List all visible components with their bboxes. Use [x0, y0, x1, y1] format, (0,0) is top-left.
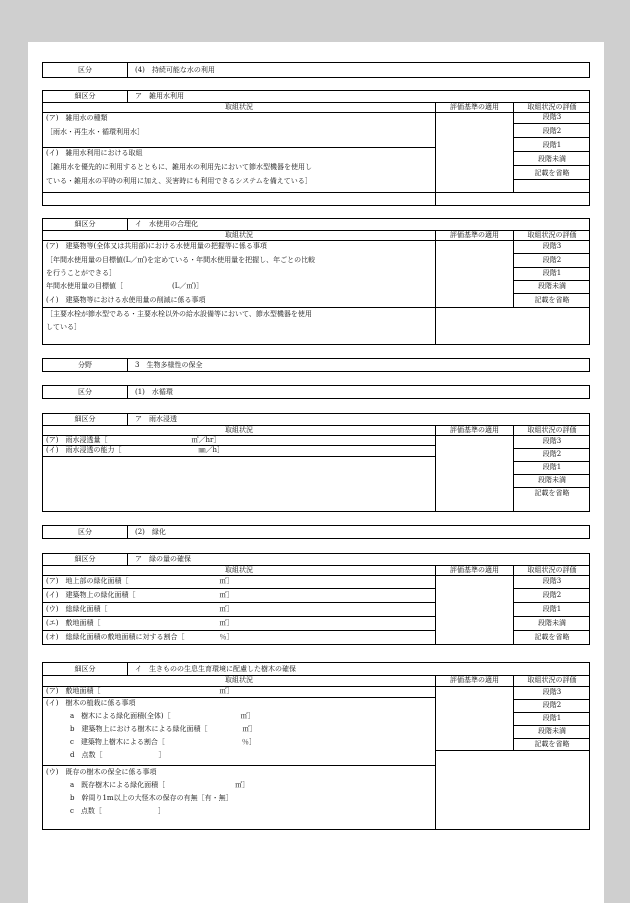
section-bar-greening	[42, 525, 590, 539]
status-line: ［雨水・再生水・循環利用水］	[46, 128, 144, 136]
col-header-apply: 評価基準の適用	[450, 566, 499, 574]
eval-option: 記載を省略	[534, 169, 570, 177]
col-header-apply: 評価基準の適用	[450, 231, 499, 239]
table-water-rationalization	[42, 218, 590, 345]
section-label: 区分	[78, 66, 92, 74]
table-gray-water	[42, 90, 590, 206]
subsection-label: 細区分	[74, 220, 96, 228]
status-line: (イ) 建築物上の緑化面積［ ㎡］	[46, 591, 234, 599]
section-value: (4) 持続可能な水の利用	[135, 66, 215, 74]
eval-option: 段階未満	[538, 155, 566, 163]
eval-option: 段階1	[542, 605, 562, 613]
status-line: (ア) 地上部の緑化面積［ ㎡］	[46, 577, 234, 585]
status-line: a 樹木による緑化面積(全体)［ ㎡］	[70, 712, 255, 720]
section-value: 3 生物多様性の保全	[135, 361, 203, 369]
status-line: (イ) 雑用水利用における取組	[46, 149, 143, 157]
status-line: (ア) 建築物等(全体又は共用部)における水使用量の把握等に係る事項	[46, 242, 267, 250]
col-header-apply: 評価基準の適用	[450, 426, 499, 434]
col-header-apply: 評価基準の適用	[450, 676, 499, 684]
status-line: (エ) 敷地面積［ ㎡］	[46, 619, 234, 627]
eval-option: 段階2	[542, 701, 562, 709]
section-label: 分野	[78, 361, 92, 369]
status-line: c 建築物上樹木による割合［ ％］	[70, 738, 256, 746]
subsection-title: ア 緑の量の確保	[135, 555, 191, 563]
eval-option: 段階2	[542, 256, 562, 264]
status-line: (ア) 敷地面積［ ㎡］	[46, 687, 234, 695]
eval-option: 段階3	[542, 437, 562, 445]
col-header-eval: 取組状況の評価	[527, 231, 577, 239]
status-line: ている・雑用水の平時の利用に加え、災害時にも利用できるシステムを備えている］	[46, 177, 312, 185]
subsection-title: ア 雑用水利用	[135, 92, 184, 100]
status-line: d 点数［ ］	[70, 751, 166, 759]
subsection-title: ア 雨水浸透	[135, 415, 177, 423]
status-line: を行うことができる］	[46, 269, 116, 277]
status-line: b 幹周り1m以上の大怪木の保存の有無［有・無］	[70, 794, 233, 802]
table-rainwater-infiltration	[42, 413, 590, 512]
eval-option: 記載を省略	[534, 296, 570, 304]
status-line: (オ) 総緑化面積の敷地面積に対する割合［ ％］	[46, 633, 234, 641]
status-line: c 点数［ ］	[70, 807, 165, 815]
status-line: (ウ) 総緑化面積［ ㎡］	[46, 605, 234, 613]
col-header-eval: 取組状況の評価	[527, 676, 577, 684]
col-header-status: 取組状況	[225, 426, 253, 434]
subsection-title: イ 生きものの生息生育環境に配慮した樹木の確保	[135, 665, 296, 673]
status-line: している］	[46, 323, 81, 331]
subsection-label: 細区分	[74, 555, 96, 563]
col-header-status: 取組状況	[225, 103, 253, 111]
table-green-amount	[42, 553, 590, 645]
status-line: (ア) 雨水浸透量［ ㎥／hr］	[46, 436, 221, 444]
col-header-status: 取組状況	[225, 676, 253, 684]
status-line: (イ) 樹木の植栽に係る事項	[46, 699, 136, 707]
eval-option: 記載を省略	[534, 489, 570, 497]
eval-option: 段階未満	[538, 476, 566, 484]
status-line: ［雑用水を優先的に利用するとともに、雑用水の利用先において節水型機器を使用し	[46, 163, 312, 171]
eval-option: 段階3	[542, 113, 562, 121]
eval-option: 段階2	[542, 591, 562, 599]
eval-option: 段階3	[542, 577, 562, 585]
eval-option: 段階1	[542, 269, 562, 277]
table-tree-habitat	[42, 662, 590, 830]
section-bar-biodiversity	[42, 358, 590, 372]
status-line: (イ) 建築物等における水使用量の削減に係る事項	[46, 296, 206, 304]
subsection-label: 細区分	[74, 415, 96, 423]
eval-option: 段階3	[542, 688, 562, 696]
eval-option: 段階未満	[538, 727, 566, 735]
status-line: 年間水使用量の目標値［ (L／㎡)］	[46, 282, 204, 290]
eval-option: 段階2	[542, 450, 562, 458]
section-bar-water-cycle	[42, 385, 590, 399]
status-line: (イ) 雨水浸透の能力［ ㎜／h］	[46, 446, 224, 454]
section-bar-water	[42, 62, 590, 78]
eval-option: 段階1	[542, 463, 562, 471]
eval-option: 段階1	[542, 141, 562, 149]
col-header-status: 取組状況	[225, 231, 253, 239]
eval-option: 段階2	[542, 127, 562, 135]
eval-option: 段階未満	[538, 619, 566, 627]
status-line: ［主要水栓が節水型である・主要水栓以外の給水設備等において、節水型機器を使用	[46, 310, 312, 318]
status-line: ［年間水使用量の目標値(L／㎡)を定めている・年間水使用量を把握し、年ごとの比較	[46, 256, 316, 264]
eval-option: 段階3	[542, 242, 562, 250]
eval-option: 記載を省略	[534, 633, 570, 641]
subsection-label: 細区分	[74, 665, 96, 673]
col-header-eval: 取組状況の評価	[527, 426, 577, 434]
status-line: b 建築物上における樹木による緑化面積［ ㎡］	[70, 725, 257, 733]
col-header-eval: 取組状況の評価	[527, 103, 577, 111]
status-line: a 既存樹木による緑化面積［ ㎡］	[70, 781, 250, 789]
col-header-eval: 取組状況の評価	[527, 566, 577, 574]
section-label: 区分	[78, 528, 92, 536]
eval-option: 記載を省略	[534, 740, 570, 748]
status-line: (ア) 雑用水の種類	[46, 114, 108, 122]
subsection-title: イ 水使用の合理化	[135, 220, 198, 228]
col-header-status: 取組状況	[225, 566, 253, 574]
section-value: (1) 水循環	[135, 388, 173, 396]
eval-option: 段階1	[542, 714, 562, 722]
col-header-apply: 評価基準の適用	[450, 103, 499, 111]
section-value: (2) 緑化	[135, 528, 166, 536]
status-line: (ウ) 既存の樹木の保全に係る事項	[46, 768, 157, 776]
section-label: 区分	[78, 388, 92, 396]
document-page	[28, 42, 604, 903]
subsection-label: 細区分	[74, 92, 96, 100]
eval-option: 段階未満	[538, 282, 566, 290]
